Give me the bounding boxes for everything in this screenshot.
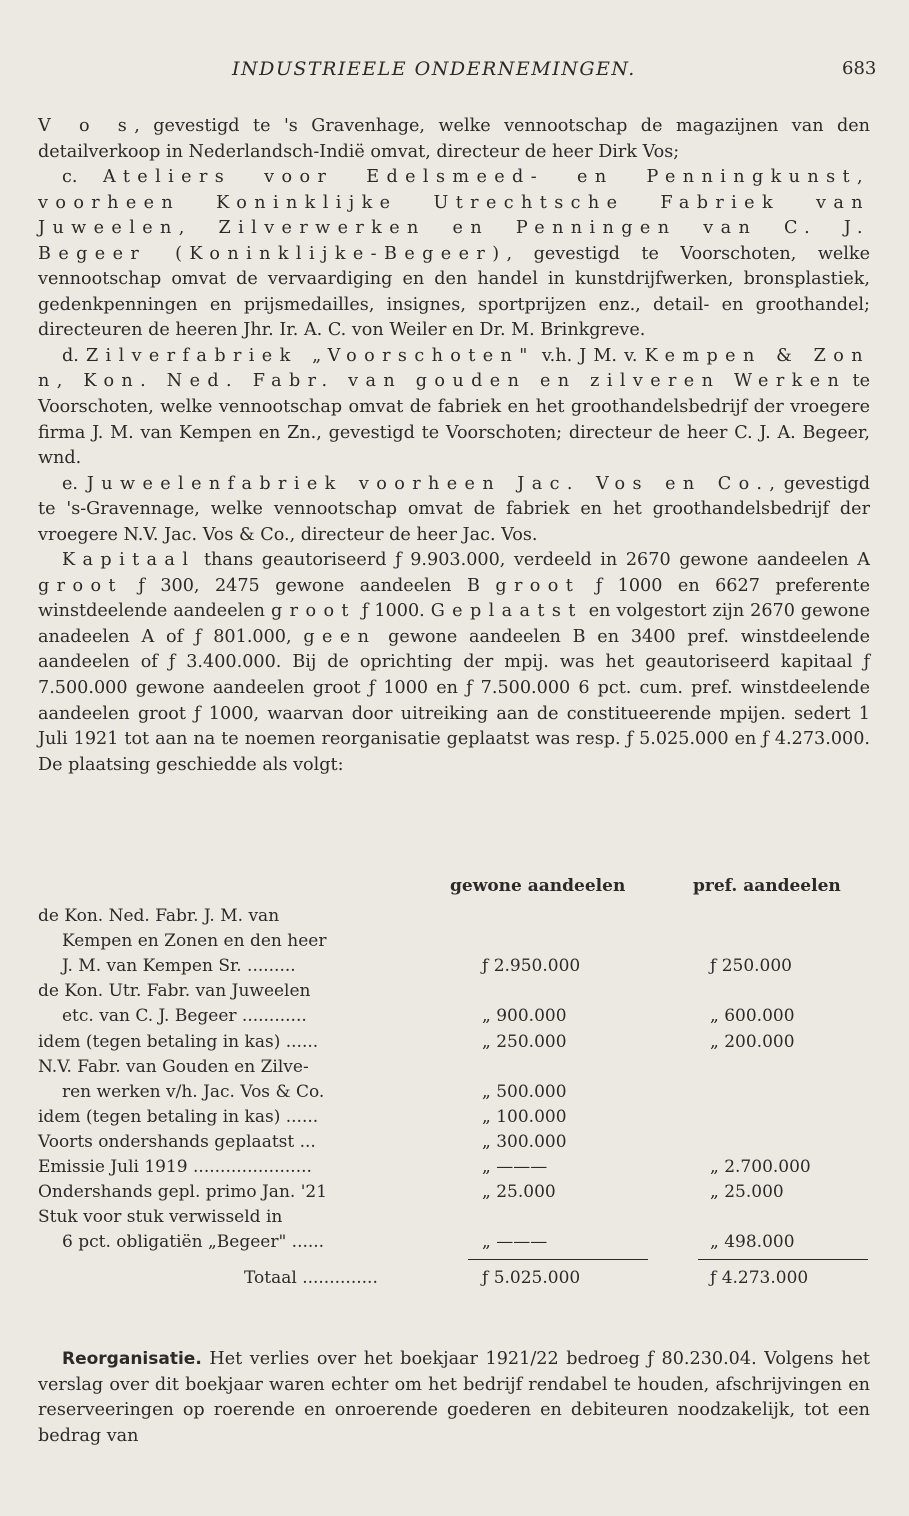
value-pref: „ 498.000: [710, 1232, 795, 1253]
emphasis-groot: groot: [38, 575, 123, 596]
value-gewone: „ 300.000: [482, 1131, 567, 1152]
paragraph-text: v.h. J M. v.: [534, 345, 645, 366]
row-label: Kempen en Zonen en den heer: [62, 931, 327, 952]
paragraph-b-continued: [38, 114, 870, 165]
row-label: idem (tegen betaling in kas) ......: [38, 1106, 319, 1127]
total-pref: ƒ 4.273.000: [710, 1268, 809, 1289]
table-row: [38, 1157, 870, 1182]
table-row: [38, 1032, 870, 1057]
company-name: Juweelenfabriek voorheen Jac. Vos en Co.: [86, 473, 770, 494]
row-label: Ondershands gepl. primo Jan. '21: [38, 1182, 328, 1203]
emphasis-groot: groot: [495, 575, 581, 596]
paragraph-label: c.: [62, 167, 78, 188]
row-label: de Kon. Utr. Fabr. van Juweelen: [38, 981, 311, 1002]
value-pref: „ 2.700.000: [710, 1157, 811, 1177]
paragraph-label: d.: [62, 345, 79, 366]
total-row: [38, 1268, 870, 1293]
paragraph-text: en volgestort zijn 2670 gewone anadeelen A of ƒ 801.000,: [38, 601, 870, 647]
table-row: [38, 1057, 870, 1082]
table-row: [38, 1182, 870, 1207]
column-header-gewone: gewone aandeelen: [450, 876, 626, 896]
value-gewone: „ 250.000: [482, 1031, 567, 1052]
row-label: 6 pct. obligatiën „Begeer" ......: [62, 1232, 325, 1253]
value-gewone: „ 500.000: [482, 1081, 567, 1102]
paragraph-text: , gevestigd te Voorschoten, welke vennootschap omvat de vervaardiging en den handel in kunstdrijfwerken, bronsplastiek, gedenkpenningen en prijsmedailles, insignes, sportprijzen enz., detail- en groothandel; directeuren de heeren Jhr. Ir. A. C. von Weiler en Dr. M. Brinkgreve.: [38, 243, 870, 341]
paragraph-text: te Voorschoten, welke vennootschap omvat de fabriek en het groothandelsbedrijf der vroegere firma J. M. van Kempen en Zn., gevestigd te Voorschoten; directeur de heer C. J. A. Begeer, wnd.: [38, 371, 870, 469]
row-label: ren werken v/h. Jac. Vos & Co.: [62, 1081, 325, 1102]
company-name-vos: V o s: [38, 116, 135, 136]
company-name: Zilverfabriek „Voorschoten": [85, 345, 535, 366]
paragraph-d: [38, 344, 870, 472]
table-row: [38, 981, 870, 1006]
table-row: [38, 1006, 870, 1031]
value-pref: „ 25.000: [710, 1182, 784, 1203]
row-label: de Kon. Ned. Fabr. J. M. van: [38, 906, 280, 926]
value-pref: „ 200.000: [710, 1031, 795, 1052]
row-label: idem (tegen betaling in kas) ......: [38, 1031, 319, 1052]
value-pref: ƒ 250.000: [710, 956, 792, 977]
paragraph-text: Het verlies over het boekjaar 1921/22 bedroeg ƒ 80.230.04. Volgens het verslag over dit boekjaar waren echter om het bedrijf rendabel te houden, afschrijvingen en reserveeringen op roerende en onroerende goederen en debiteuren noodzakelijk, tot een bedrag van: [38, 1349, 870, 1446]
table-row: [38, 906, 870, 931]
company-name: Ateliers voor Edelsmeed- en Penningkunst, voorheen Koninklijke Utrechtsche Fabriek van Juweelen, Zilverwerken en Penningen van C. J. Begeer (Koninklijke-Begeer): [38, 167, 870, 264]
table-row: [38, 1082, 870, 1107]
company-name: Kempen & Zon n, Kon. Ned. Fabr. van gouden en zilveren Werken: [38, 345, 870, 392]
paragraph-text: ƒ 1000.: [355, 601, 431, 622]
paragraph-text: , gevestigd te 's Gravenhage, welke vennootschap de magazijnen van den detailverkoop in Nederlandsch-Indië omvat, directeur de heer Dirk Vos;: [38, 116, 870, 162]
table-row: [38, 1132, 870, 1157]
paragraph-text: ƒ 300, 2475 gewone aandeelen B: [122, 575, 496, 596]
paragraph-text: , gevestigd te 's-Gravennage, welke vennootschap omvat de fabriek en het groothandelsbedrijf der vroegere N.V. Jac. Vos & Co., directeur de heer Jac. Vos.: [38, 473, 870, 545]
row-label: Stuk voor stuk verwisseld in: [38, 1207, 283, 1228]
row-label: etc. van C. J. Begeer ............: [62, 1006, 307, 1027]
paragraph-c: [38, 165, 870, 344]
reorganisation-heading: Reorganisatie.: [62, 1349, 202, 1369]
emphasis-geplaatst: Geplaatst: [430, 601, 583, 622]
column-header-pref: pref. aandeelen: [693, 876, 841, 896]
paragraph-kapitaal: [38, 548, 870, 778]
body-text: [38, 114, 870, 778]
paragraph-e: [38, 472, 870, 549]
row-label: Voorts ondershands geplaatst ...: [38, 1131, 316, 1152]
row-label: N.V. Fabr. van Gouden en Zilve-: [38, 1056, 309, 1077]
running-title: INDUSTRIEELE ONDERNEMINGEN.: [232, 58, 636, 80]
value-pref: „ 600.000: [710, 1006, 795, 1027]
page-number: 683: [842, 58, 877, 79]
table-row: [38, 931, 870, 956]
value-gewone: „ 900.000: [482, 1006, 567, 1027]
value-gewone: „ 100.000: [482, 1106, 567, 1127]
value-gewone: „ ———: [482, 1232, 548, 1253]
total-label: Totaal ..............: [244, 1268, 378, 1289]
emphasis-groot: groot: [271, 601, 356, 622]
reorganisation-paragraph: [38, 1347, 870, 1449]
total-rule-pref: [698, 1259, 868, 1260]
value-gewone: „ ———: [482, 1157, 548, 1177]
value-gewone: ƒ 2.950.000: [482, 956, 581, 977]
paragraph-text: gewone aandeelen B en 3400 pref. winstdeelende aandeelen of ƒ 3.400.000. Bij de oprichting der mpij. was het geautoriseerd kapitaal ƒ 7.500.000 gewone aandeelen groot ƒ 1000 en ƒ 7.500.000 6 pct. cum. pref. winstdeelende aandeelen groot ƒ 1000, waarvan door uitreiking aan de constitueerende mpijen. sedert 1 Juli 1921 tot aan na te noemen reorganisatie geplaatst was resp. ƒ 5.025.000 en ƒ 4.273.000. De plaatsing geschiedde als volgt:: [38, 626, 870, 775]
table-row: [38, 1107, 870, 1132]
value-gewone: „ 25.000: [482, 1182, 556, 1203]
paragraph-text: ƒ 1000 en 6627 preferente winstdeelende aandeelen: [38, 575, 870, 622]
total-rule-gewone: [468, 1259, 648, 1260]
reorganisation-section: [38, 1347, 870, 1449]
row-label: Emissie Juli 1919 ......................: [38, 1157, 312, 1177]
paragraph-label: e.: [62, 473, 79, 494]
row-label: J. M. van Kempen Sr. .........: [62, 956, 296, 977]
emphasis-geen: geen: [303, 626, 377, 647]
table-row: [38, 1207, 870, 1232]
table-row: [38, 956, 870, 981]
total-gewone: ƒ 5.025.000: [482, 1268, 581, 1289]
kapitaal-keyword: Kapitaal: [62, 550, 196, 571]
table-row: [38, 1232, 870, 1257]
page-header: [0, 58, 909, 88]
paragraph-text: thans geautoriseerd ƒ 9.903.000, verdeeld in 2670 gewone aandeelen A: [195, 550, 870, 571]
